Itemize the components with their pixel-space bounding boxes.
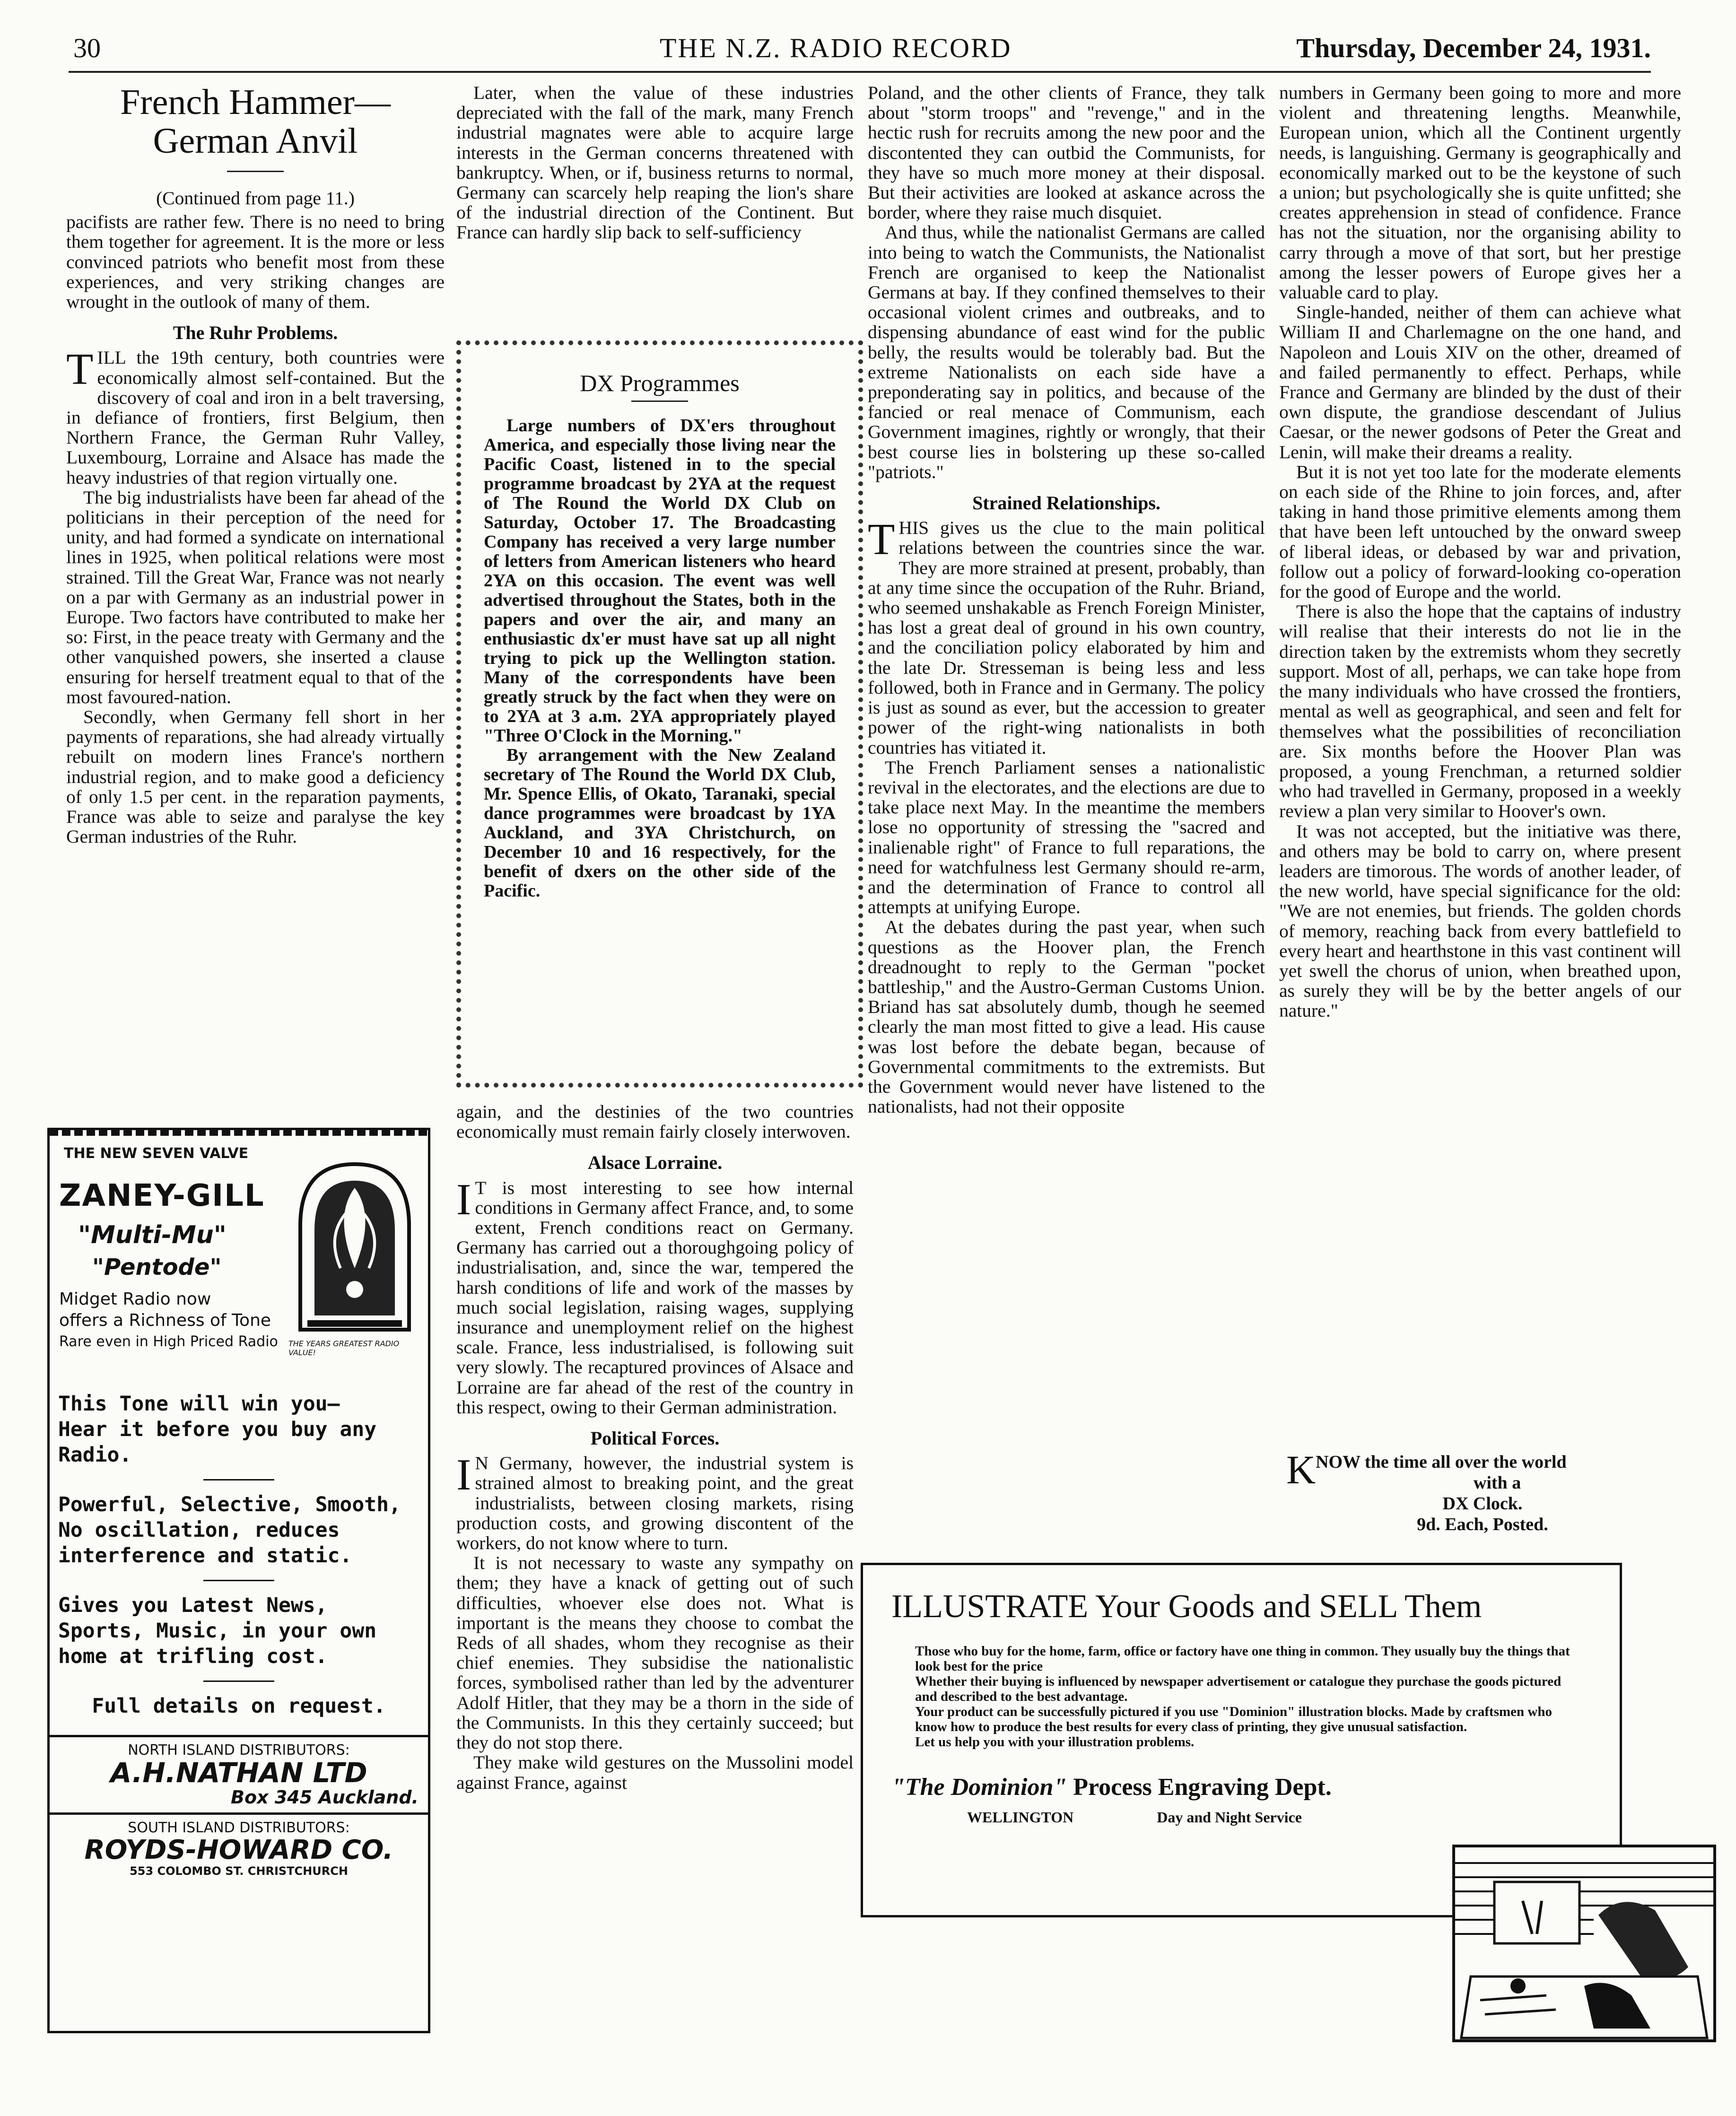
engraving-company: [891, 1773, 1620, 1801]
north-island-distributor: [50, 1735, 428, 1812]
paragraph: numbers in Germany been going to more and more violent and threatening lengths. Meanwhile, European union, which all the Continent urgently needs, is languishing. Germany is geographically and economically marked out to be the keystone of such a union; but psychologically she is quite unfitted; she creates apprehension in stead of confidence. France has not the situation, nor the organising ability to carry through a move of that sort, but her prestige among the lesser powers of Europe gives her a valuable card to play.: [1279, 82, 1681, 303]
paragraph: Poland, and the other clients of France, they talk about "storm troops" and "revenge," and in the hectic rush for recruits among the new poor and the discontented they can outbid the Communists, for they have so much more money at their disposal. But their activities are looked at askance across the border, where they raise much disquiet.: [868, 82, 1265, 223]
ad-model-1: "Multi-Mu": [78, 1221, 227, 1249]
paragraph: Single-handed, neither of them can achieve what William II and Charlemagne on the one hand, and Napoleon and Louis XIV on the other, dreamed of and failed permanently to effect. Perhaps, while France and Germany are blinded by the dust of their own dispute, the grandiose descendant of Julius Caesar, or the newer godsons of Peter the Great and Lenin, will make their dreams a reality.: [1279, 302, 1681, 462]
ad-line: Hear it before you buy any Radio.: [58, 1418, 377, 1467]
dx-box-paragraph: By arrangement with the New Zealand secretary of The Round the World DX Club, Mr. Spence Ellis, of Okato, Taranaki, special dance programmes were broadcast by 1YA Auckland, and 3YA Christchurch, on December 10 and 16 respectively, for the benefit of dxers on the other side of the Pacific.: [484, 745, 836, 901]
subheading: The Ruhr Problems.: [173, 322, 338, 344]
page-number: 30: [73, 33, 101, 63]
engraving-paragraph: Whether their buying is influenced by newspaper advertisement or catalogue they purchase the goods pictured and described to the best advantage.: [915, 1674, 1562, 1704]
article-column-3: [868, 83, 1265, 1116]
ad-separator: [203, 1479, 274, 1480]
ad-brand: ZANEY-GILL: [59, 1178, 265, 1213]
dx-clock-line: NOW the time all over the world: [1316, 1452, 1567, 1472]
ad-tagline: THE NEW SEVEN VALVE: [64, 1145, 249, 1162]
ad-line: Full details on request.: [92, 1694, 386, 1718]
dx-programmes-box: [456, 340, 863, 1088]
title-rule: [227, 171, 284, 172]
continued-note: (Continued from page 11.): [156, 188, 355, 209]
paragraph: And thus, while the nationalist Germans are called into being to watch the Communists, the Nationalist French are organised to keep the Nationalist Germans at bay. If they confined themselves to their occasional violent crimes and outbreaks, and to dispensing abundance of east wind for the public belly, the results would be tolerably bad. But the extreme Nationalists on each side have a preponderating say in politics, and because of the fancied or real menace of Communism, each Government imagines, rightly or wrongly, that their best course lies in bolstering up these so-called "patriots.": [868, 222, 1265, 482]
engraving-headline: ILLUSTRATE Your Goods and SELL Them: [891, 1588, 1482, 1625]
ad-separator: [203, 1681, 274, 1682]
drop-cap: K: [1286, 1447, 1316, 1492]
paragraph: The French Parliament senses a nationalistic revival in the electorates, and the elections are due to take place next May. In the meantime the members lose no opportunity of stressing the "sacred and inalienable right" of France to full reparations, the need for watchfulness lest Germany should re-arm, and the determination of France to control all attempts at unifying Europe.: [868, 757, 1265, 918]
engraving-paragraph: Let us help you with your illustration problems.: [915, 1734, 1195, 1750]
subheading: Political Forces.: [590, 1428, 720, 1449]
engraving-service: Day and Night Service: [1157, 1809, 1302, 1826]
radio-cabinet-illustration: [296, 1159, 414, 1334]
distributor-address: 553 COLOMBO ST. CHRISTCHURCH: [130, 1864, 348, 1878]
ad-border-decoration: [50, 1130, 428, 1136]
engraver-illustration: [1452, 1844, 1717, 2043]
ad-desc-2: offers a Richness of Tone: [59, 1311, 271, 1330]
ad-value-note: THE YEARS GREATEST RADIO VALUE!: [288, 1339, 400, 1357]
distributor-name: A.H.NATHAN LTD: [110, 1757, 367, 1789]
zaney-gill-advertisement: [47, 1128, 430, 2033]
ad-artwork: [50, 1136, 428, 1386]
paragraph: I T is most interesting to see how internal conditions in Germany affect France, and, to some extent, French conditions react on Germany. Germany has carried out a thoroughgoing policy of industrialisation, and, since the war, tempered the harsh conditions of life and work of the masses by much social legislation, raising wages, supplying insurance and unemployment relief on the highest scale. France, less industrialised, is following suit very slowly. The recaptured provinces of Alsace and Lorraine are far ahead of the rest of the country in this respect, owing to their German administration.: [456, 1175, 854, 1418]
dx-box-title: DX Programmes: [580, 370, 740, 396]
drop-cap: T: [868, 515, 895, 565]
dx-clock-line: DX Clock.: [1442, 1494, 1523, 1514]
article-column-2-bottom: [456, 1102, 854, 1793]
engraving-paragraph: Those who buy for the home, farm, office or factory have one thing in common. They usually buy the things that look best for the price: [915, 1644, 1570, 1674]
ad-line: This Tone will win you—: [58, 1392, 340, 1416]
paragraph: It is not necessary to waste any sympathy on them; they have a knack of getting out of such difficulties, whoever else does not. What is important is the means they choose to combat the Reds of all shades, whom they recognise as their chief enemies. They subsidise the nationalistic forces, symbolised rather than led by the adventurer Adolf Hitler, that they may be a thorn in the side of the Communists. In this they certainly succeed; but they do not stop there.: [456, 1552, 854, 1753]
dx-clock-line: with a: [1473, 1473, 1521, 1493]
subheading: Strained Relationships.: [972, 492, 1160, 514]
paragraph: But it is not yet too late for the moderate elements on each side of the Rhine to join forces, and, after taking in hand those primitive elements among them that have been left untouched by the onward sweep of liberal ideas, or debased by war and privation, follow out a policy of forward-looking co-operation for the good of Europe and the world.: [1279, 461, 1681, 602]
company-name-fancy: "The Dominion": [891, 1774, 1067, 1801]
paragraph: At the debates during the past year, when such questions as the Hoover plan, the French dreadnought to reply to the German "pocket battleship," and the Austro-German Customs Union. Briand has sat absolutely dumb, though he seemed clearly the man most fitted to give a lead. His cause was lost before the debate began, because of Governmental commitments to the extremists. But the Government would never have listened to the nationalists, had not their opposite: [868, 916, 1265, 1117]
paragraph: Later, when the value of these industries depreciated with the fall of the mark, many French industrial magnates were able to acquire large interests in the German concerns threatened with bankruptcy. When, or if, business returns to normal, Germany can scarcely help reaping the lion's share of the industrial direction of the Continent. But France can hardly slip back to self-sufficiency: [456, 82, 854, 243]
paragraph: again, and the destinies of the two countries economically must remain fairly closely interwoven.: [456, 1101, 854, 1142]
ad-separator: [203, 1580, 274, 1581]
article-title: French Hammer— German Anvil: [120, 82, 391, 161]
distributor-label: SOUTH ISLAND DISTRIBUTORS:: [128, 1820, 350, 1836]
paragraph: The big industrialists have been far ahead of the politicians in their perception of the need for unity, and had formed a syndicate on international lines in 1925, when political relations were most strained. Till the Great War, France was not nearly on a par with Germany as an industrial power in Europe. Two factors have contributed to make her so: First, in the peace treaty with Germany and the other vanquished powers, she inserted a clause ensuring for herself treatment equal to that of the most favoured-nation.: [66, 487, 445, 707]
issue-date: Thursday, December 24, 1931.: [1296, 33, 1651, 63]
paragraph: TILL the 19th century, both countries were economically almost self-contained. But the discovery of coal and iron in a belt traversing, in defiance of frontiers, first Belgium, then Northern France, the German Ruhr Valley, Luxembourg, Lorraine and Alsace has made the heavy industries of that region virtually one.: [66, 345, 445, 488]
drop-cap: T: [66, 345, 94, 394]
company-name-rest: Process Engraving Dept.: [1073, 1774, 1332, 1801]
subheading: Alsace Lorraine.: [587, 1152, 723, 1174]
engraving-footer: [967, 1809, 1620, 1826]
engraving-body: [915, 1644, 1577, 1750]
south-island-distributor: [50, 1812, 428, 1882]
article-column-1: [66, 83, 445, 847]
ad-line: Powerful, Selective, Smooth, No oscillation, reduces interference and static.: [58, 1493, 401, 1567]
paragraph: pacifists are rather few. There is no need to bring them together for agreement. It is the more or less convinced patriots who benefit most from these experiences, and very striking changes are wrought in the outlook of many of them.: [66, 211, 445, 313]
paragraph: There is also the hope that the captains of industry will realise that their interests do not lie in the direction taken by the extremists whom they secretly support. Most of all, perhaps, we can take hope from the many individuals who have crossed the frontiers, mental as well as geographical, and seen and felt for themselves what the possibilities of reconciliation are. Six months before the Hoover Plan was proposed, a young Frenchman, a returned soldier who had travelled in Germany, proposed in a weekly review a plan very similar to Hoover's own.: [1279, 601, 1681, 822]
paragraph: They make wild gestures on the Mussolini model against France, against: [456, 1752, 854, 1793]
ad-model-2: "Pentode": [92, 1254, 222, 1280]
distributor-address: Box 345 Auckland.: [231, 1787, 419, 1808]
drop-cap: I: [456, 1175, 471, 1224]
dx-box-paragraph: Large numbers of DX'ers throughout America, and especially those living near the Pacific Coast, listened in to the special programme broadcast by 2YA at the request of The Round the World DX Club on Saturday, October 17. The Broadcasting Company has received a very large number of letters from American listeners who heard 2YA on this occasion. The event was well advertised throughout the States, both in the papers and over the air, and many an enthusiastic dx'er must have sat up all night trying to pick up the Wellington station. Many of the correspondents have been greatly struck by the fact when they were on to 2YA at 3 a.m. 2YA appropriately played "Three O'Clock in the Morning.": [484, 416, 836, 746]
dx-clock-notice: [1286, 1447, 1679, 1535]
ad-desc-1: Midget Radio now: [59, 1289, 211, 1309]
paragraph: Secondly, when Germany fell short in her payments of reparations, she had already virtually rebuilt on modern lines France's northern industrial region, and to make good a deficiency of only 1.5 per cent. in the reparation payments, France was able to seize and paralyse the key German industries of the Ruhr.: [66, 706, 445, 847]
ad-line: Gives you Latest News, Sports, Music, in your own home at trifling cost.: [58, 1594, 377, 1668]
drop-cap: I: [456, 1450, 471, 1500]
distributor-name: ROYDS-HOWARD CO.: [84, 1835, 393, 1865]
article-column-2-top: [456, 83, 854, 243]
distributor-label: NORTH ISLAND DISTRIBUTORS:: [128, 1742, 350, 1759]
paragraph: THIS gives us the clue to the main political relations between the countries since the war. They are more strained at present, probably, than at any time since the occupation of the Ruhr. Briand, who seemed unshakable as French Foreign Minister, has lost a great deal of ground in his own country, and the conciliation policy elaborated by him and the late Dr. Stresseman is being less and less followed, both in France and in Germany. The policy is just as sound as ever, but the accession to greater power of the right-wing nationalists in both countries has vitiated it.: [868, 515, 1265, 758]
engraving-paragraph: Your product can be successfully pictured if you use "Dominion" illustration blocks. Made by craftsmen who know how to produce the best results for every class of printing, they give unusual satisfaction.: [915, 1704, 1552, 1734]
engraving-city: WELLINGTON: [967, 1809, 1074, 1826]
page-header: [69, 28, 1651, 73]
article-column-4: [1279, 83, 1681, 1021]
dx-box-rule: [631, 401, 688, 402]
publication-title: THE N.Z. RADIO RECORD: [660, 33, 1012, 63]
paragraph: I N Germany, however, the industrial system is strained almost to breaking point, and the great industrialists, between closing markets, rising production costs, and growing discontent of the workers, do not know where to turn.: [456, 1450, 854, 1554]
dx-clock-line: 9d. Each, Posted.: [1417, 1515, 1548, 1534]
paragraph: It was not accepted, but the initiative was there, and others may be bold to carry on, where present leaders are timorous. The words of another leader, of the new world, have special significance for the old: "We are not enemies, but friends. The golden chords of memory, reaching back from every battlefield to every heart and hearthstone in this vast continent will yet swell the chorus of union, when breathed upon, as surely they will be by the better angels of our nature.": [1279, 820, 1681, 1021]
ad-desc-3: Rare even in High Priced Radio: [59, 1333, 278, 1350]
